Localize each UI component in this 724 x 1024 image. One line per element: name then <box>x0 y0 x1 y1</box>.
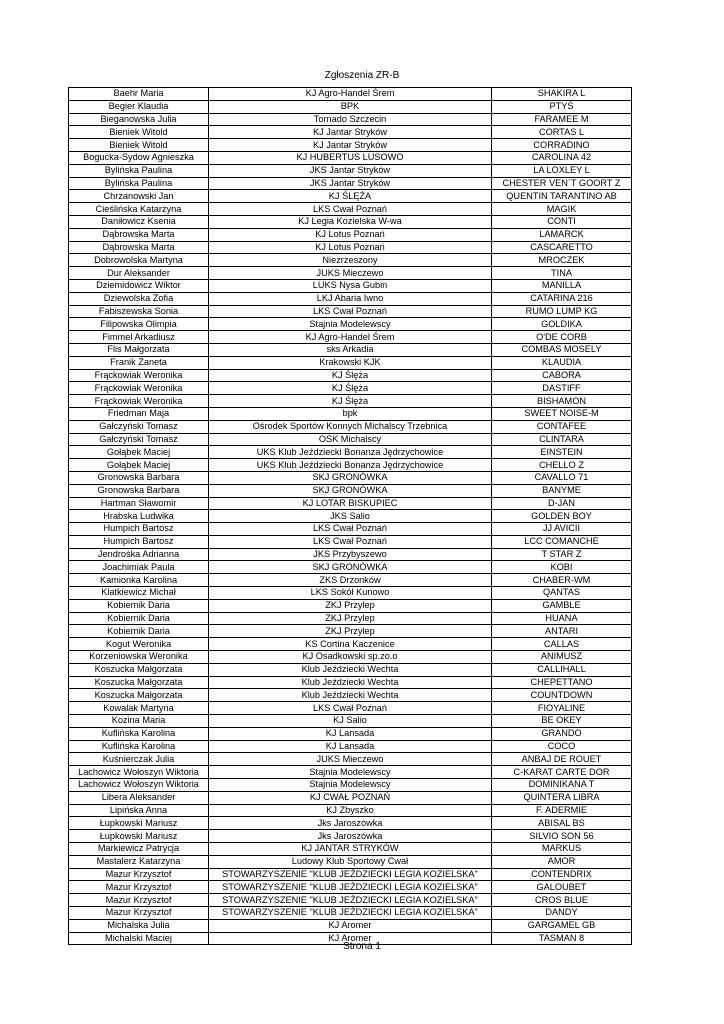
rider-name-cell: Dąbrowska Marta <box>69 228 209 241</box>
club-name-cell: KJ Ślęża <box>209 382 492 395</box>
horse-name-cell: AMOR <box>492 855 632 868</box>
table-row <box>69 868 632 881</box>
club-name-cell: LKS Cwał Poznań <box>209 523 492 536</box>
horse-name-cell: SWEET NOISE-M <box>492 407 632 420</box>
horse-name-cell: O'DE CORB <box>492 331 632 344</box>
table-row <box>69 523 632 536</box>
rider-name-cell: Mazur Krzysztof <box>69 907 209 920</box>
table-row <box>69 126 632 139</box>
horse-name-cell: QUENTIN TARANTINO AB <box>492 190 632 203</box>
table-row <box>69 651 632 664</box>
table-row <box>69 638 632 651</box>
club-name-cell: LKS Cwał Poznań <box>209 305 492 318</box>
horse-name-cell: CHEPETTANO <box>492 676 632 689</box>
club-name-cell: JKS Jantar Stryków <box>209 177 492 190</box>
horse-name-cell: ABISAL BS <box>492 817 632 830</box>
club-name-cell: LUKS Nysa Gubin <box>209 279 492 292</box>
rider-name-cell: Bogucka-Sydow Agnieszka <box>69 151 209 164</box>
horse-name-cell: COMBAS MOSELY <box>492 343 632 356</box>
club-name-cell: LKJ Abaria Iwno <box>209 292 492 305</box>
rider-name-cell: Jendrośka Adrianna <box>69 548 209 561</box>
horse-name-cell: CLINTARA <box>492 433 632 446</box>
club-name-cell: KJ Agro-Handel Śrem <box>209 331 492 344</box>
horse-name-cell: ANTARI <box>492 625 632 638</box>
rider-name-cell: Libera Aleksander <box>69 791 209 804</box>
rider-name-cell: Fimmel Arkadiusz <box>69 331 209 344</box>
club-name-cell: Klub Jeździecki Wechta <box>209 676 492 689</box>
club-name-cell: KJ LOTAR BISKUPIEC <box>209 497 492 510</box>
rider-name-cell: Łupkowski Mariusz <box>69 830 209 843</box>
club-name-cell: KJ HUBERTUS LUSOWO <box>209 151 492 164</box>
horse-name-cell: F. ADERMIE <box>492 804 632 817</box>
club-name-cell: Stajnia Modelewscy <box>209 766 492 779</box>
horse-name-cell: GOLDIKA <box>492 318 632 331</box>
club-name-cell: KJ Aromer <box>209 932 492 945</box>
club-name-cell: KJ Agro-Handel Śrem <box>209 88 492 101</box>
horse-name-cell: CABORA <box>492 369 632 382</box>
table-row <box>69 395 632 408</box>
horse-name-cell: COCO <box>492 740 632 753</box>
horse-name-cell: GAMBLE <box>492 599 632 612</box>
club-name-cell: SKJ GRONÓWKA <box>209 471 492 484</box>
horse-name-cell: JJ AVICII <box>492 523 632 536</box>
horse-name-cell: PTYŚ <box>492 100 632 113</box>
table-row <box>69 561 632 574</box>
horse-name-cell: CONTAFEE <box>492 420 632 433</box>
club-name-cell: sks Arkadia <box>209 343 492 356</box>
club-name-cell: STOWARZYSZENIE "KLUB JEŹDZIECKI LEGIA KOZIELSKA" <box>209 868 492 881</box>
rider-name-cell: Fabiszewska Sonia <box>69 305 209 318</box>
rider-name-cell: Bylińska Paulina <box>69 177 209 190</box>
club-name-cell: ZKJ Przylep <box>209 612 492 625</box>
horse-name-cell: GRANDO <box>492 727 632 740</box>
horse-name-cell: D-JAN <box>492 497 632 510</box>
rider-name-cell: Mastalerz Katarzyna <box>69 855 209 868</box>
table-row <box>69 919 632 932</box>
rider-name-cell: Mazur Krzysztof <box>69 881 209 894</box>
rider-name-cell: Bieganowska Julia <box>69 113 209 126</box>
club-name-cell: UKS Klub Jeździecki Bonanza Jędrzychowice <box>209 446 492 459</box>
rider-name-cell: Daniłowicz Ksenia <box>69 215 209 228</box>
table-row <box>69 535 632 548</box>
table-row <box>69 497 632 510</box>
horse-name-cell: CROS BLUE <box>492 894 632 907</box>
horse-name-cell: COUNTDOWN <box>492 689 632 702</box>
table-row <box>69 907 632 920</box>
table-row <box>69 228 632 241</box>
rider-name-cell: Kuśnierczak Julia <box>69 753 209 766</box>
horse-name-cell: LAMARCK <box>492 228 632 241</box>
rider-name-cell: Dziewolska Zofia <box>69 292 209 305</box>
rider-name-cell: Michalski Maciej <box>69 932 209 945</box>
horse-name-cell: BISHAMON <box>492 395 632 408</box>
table-row <box>69 343 632 356</box>
club-name-cell: KJ Lotus Poznań <box>209 228 492 241</box>
club-name-cell: Tornado Szczecin <box>209 113 492 126</box>
rider-name-cell: Kogut Weronika <box>69 638 209 651</box>
rider-name-cell: Hrabska Ludwika <box>69 510 209 523</box>
table-row <box>69 715 632 728</box>
rider-name-cell: Lachowicz Wołoszyn Wiktoria <box>69 779 209 792</box>
horse-name-cell: CHABER-WM <box>492 574 632 587</box>
rider-name-cell: Hartman Sławomir <box>69 497 209 510</box>
horse-name-cell: RUMO LUMP KG <box>492 305 632 318</box>
club-name-cell: KJ Lotus Poznań <box>209 241 492 254</box>
rider-name-cell: Cieślińska Katarzyna <box>69 203 209 216</box>
rider-name-cell: Lachowicz Wołoszyn Wiktoria <box>69 766 209 779</box>
rider-name-cell: Kuflińska Karolina <box>69 740 209 753</box>
club-name-cell: JKS Salio <box>209 510 492 523</box>
table-row <box>69 446 632 459</box>
horse-name-cell: SHAKIRA L <box>492 88 632 101</box>
club-name-cell: JKS Przybyszewo <box>209 548 492 561</box>
table-row <box>69 791 632 804</box>
rider-name-cell: Kobiernik Daria <box>69 612 209 625</box>
club-name-cell: BPK <box>209 100 492 113</box>
horse-name-cell: GALOUBET <box>492 881 632 894</box>
table-row <box>69 574 632 587</box>
horse-name-cell: ANBAJ DE ROUET <box>492 753 632 766</box>
rider-name-cell: Łupkowski Mariusz <box>69 817 209 830</box>
rider-name-cell: Kuflińska Karolina <box>69 727 209 740</box>
table-row <box>69 100 632 113</box>
rider-name-cell: Mazur Krzysztof <box>69 868 209 881</box>
rider-name-cell: Frąckowiak Weronika <box>69 395 209 408</box>
horse-name-cell: FIOYALINE <box>492 702 632 715</box>
club-name-cell: KJ Salio <box>209 715 492 728</box>
table-row <box>69 676 632 689</box>
horse-name-cell: CATARINA 216 <box>492 292 632 305</box>
horse-name-cell: C-KARAT CARTE DOR <box>492 766 632 779</box>
horse-name-cell: QANTAS <box>492 587 632 600</box>
club-name-cell: Krakowski KJK <box>209 356 492 369</box>
rider-name-cell: Gołąbek Maciej <box>69 446 209 459</box>
rider-name-cell: Dobrowolska Martyna <box>69 254 209 267</box>
table-row <box>69 817 632 830</box>
horse-name-cell: DOMINIKANA T <box>492 779 632 792</box>
table-row <box>69 241 632 254</box>
rider-name-cell: Filipowska Olimpia <box>69 318 209 331</box>
rider-name-cell: Friedman Maja <box>69 407 209 420</box>
rider-name-cell: Dąbrowska Marta <box>69 241 209 254</box>
horse-name-cell: CONTENDRIX <box>492 868 632 881</box>
horse-name-cell: MROCZEK <box>492 254 632 267</box>
table-row <box>69 459 632 472</box>
horse-name-cell: CORTAS L <box>492 126 632 139</box>
club-name-cell: SKJ GRONÓWKA <box>209 561 492 574</box>
table-row <box>69 612 632 625</box>
rider-name-cell: Michalska Julia <box>69 919 209 932</box>
horse-name-cell: CAROLINA 42 <box>492 151 632 164</box>
club-name-cell: KS Cortina Kaczenice <box>209 638 492 651</box>
club-name-cell: KJ Jantar Stryków <box>209 126 492 139</box>
table-row <box>69 548 632 561</box>
table-row <box>69 151 632 164</box>
rider-name-cell: Frąckowiak Weronika <box>69 369 209 382</box>
table-row <box>69 779 632 792</box>
club-name-cell: KJ Lansada <box>209 740 492 753</box>
horse-name-cell: ANIMUSZ <box>492 651 632 664</box>
rider-name-cell: Kozina Maria <box>69 715 209 728</box>
table-row <box>69 587 632 600</box>
club-name-cell: Stajnia Modelewscy <box>209 318 492 331</box>
table-row <box>69 663 632 676</box>
horse-name-cell: CHELLO Z <box>492 459 632 472</box>
table-row <box>69 881 632 894</box>
horse-name-cell: T STAR Z <box>492 548 632 561</box>
horse-name-cell: CAVALLO 71 <box>492 471 632 484</box>
table-row <box>69 369 632 382</box>
club-name-cell: Stajnia Modelewscy <box>209 779 492 792</box>
rider-name-cell: Frąckowiak Weronika <box>69 382 209 395</box>
club-name-cell: JUKS Mieczewo <box>209 753 492 766</box>
club-name-cell: Ludowy Klub Sportowy Cwał <box>209 855 492 868</box>
horse-name-cell: CONTI <box>492 215 632 228</box>
club-name-cell: ZKJ Przylep <box>209 625 492 638</box>
rider-name-cell: Franik Żaneta <box>69 356 209 369</box>
horse-name-cell: TINA <box>492 267 632 280</box>
club-name-cell: KJ Zbyszko <box>209 804 492 817</box>
table-row <box>69 843 632 856</box>
rider-name-cell: Flis Małgorzata <box>69 343 209 356</box>
table-row <box>69 625 632 638</box>
club-name-cell: JKS Jantar Stryków <box>209 164 492 177</box>
horse-name-cell: TASMAN 8 <box>492 932 632 945</box>
table-row <box>69 267 632 280</box>
horse-name-cell: LCC COMANCHE <box>492 535 632 548</box>
table-row <box>69 331 632 344</box>
rider-name-cell: Bieniek Witold <box>69 126 209 139</box>
table-row <box>69 177 632 190</box>
rider-name-cell: Kamionka Karolina <box>69 574 209 587</box>
horse-name-cell: SILVIO SON 56 <box>492 830 632 843</box>
table-row <box>69 292 632 305</box>
horse-name-cell: EINSTEIN <box>492 446 632 459</box>
table-row <box>69 471 632 484</box>
club-name-cell: STOWARZYSZENIE "KLUB JEŹDZIECKI LEGIA KOZIELSKA" <box>209 907 492 920</box>
table-row <box>69 113 632 126</box>
page-number: Strona 1 <box>343 941 381 952</box>
rider-name-cell: Gołąbek Maciej <box>69 459 209 472</box>
club-name-cell: Klub Jeździecki Wechta <box>209 663 492 676</box>
club-name-cell: Klub Jeździecki Wechta <box>209 689 492 702</box>
club-name-cell: LKS Cwał Poznań <box>209 702 492 715</box>
entries-table <box>68 87 632 945</box>
table-row <box>69 407 632 420</box>
horse-name-cell: KOBI <box>492 561 632 574</box>
club-name-cell: OSK Michalscy <box>209 433 492 446</box>
table-row <box>69 190 632 203</box>
rider-name-cell: Humpich Bartosz <box>69 523 209 536</box>
table-row <box>69 356 632 369</box>
horse-name-cell: CHESTER VEN`T GOORT Z <box>492 177 632 190</box>
table-row <box>69 139 632 152</box>
rider-name-cell: Koszucka Małgorzata <box>69 689 209 702</box>
rider-name-cell: Mazur Krzysztof <box>69 894 209 907</box>
rider-name-cell: Joachimiak Paula <box>69 561 209 574</box>
rider-name-cell: Begier Klaudia <box>69 100 209 113</box>
rider-name-cell: Humpich Bartosz <box>69 535 209 548</box>
horse-name-cell: LA LOXLEY L <box>492 164 632 177</box>
table-row <box>69 727 632 740</box>
rider-name-cell: Kowalak Martyna <box>69 702 209 715</box>
rider-name-cell: Korzeniowska Weronika <box>69 651 209 664</box>
club-name-cell: KJ JANTAR STRYKÓW <box>209 843 492 856</box>
horse-name-cell: HUANA <box>492 612 632 625</box>
rider-name-cell: Chrzanowski Jan <box>69 190 209 203</box>
rider-name-cell: Bieniek Witold <box>69 139 209 152</box>
table-row <box>69 830 632 843</box>
table-row <box>69 203 632 216</box>
horse-name-cell: BANYME <box>492 484 632 497</box>
club-name-cell: LKS Cwał Poznań <box>209 203 492 216</box>
club-name-cell: Ośrodek Sportów Konnych Michalscy Trzebnica <box>209 420 492 433</box>
horse-name-cell: MARKUS <box>492 843 632 856</box>
table-row <box>69 510 632 523</box>
club-name-cell: Jks Jaroszówka <box>209 830 492 843</box>
horse-name-cell: MANILLA <box>492 279 632 292</box>
table-row <box>69 855 632 868</box>
table-row <box>69 279 632 292</box>
club-name-cell: KJ Jantar Stryków <box>209 139 492 152</box>
rider-name-cell: Baehr Maria <box>69 88 209 101</box>
document-title: Zgłoszenia ZR-B <box>324 70 400 81</box>
rider-name-cell: Bylińska Paulina <box>69 164 209 177</box>
rider-name-cell: Gałczyński Tomasz <box>69 420 209 433</box>
table-row <box>69 702 632 715</box>
rider-name-cell: Koszucka Małgorzata <box>69 663 209 676</box>
club-name-cell: ZKS Drzonków <box>209 574 492 587</box>
table-row <box>69 164 632 177</box>
table-row <box>69 382 632 395</box>
rider-name-cell: Markiewicz Patrycja <box>69 843 209 856</box>
table-row <box>69 305 632 318</box>
table-row <box>69 599 632 612</box>
horse-name-cell: CASCARETTO <box>492 241 632 254</box>
horse-name-cell: DANDY <box>492 907 632 920</box>
rider-name-cell: Kobiernik Daria <box>69 599 209 612</box>
club-name-cell: KJ CWAŁ POZNAŃ <box>209 791 492 804</box>
club-name-cell: KJ Ślęża <box>209 395 492 408</box>
club-name-cell: KJ Ślęża <box>209 369 492 382</box>
club-name-cell: SKJ GRONÓWKA <box>209 484 492 497</box>
rider-name-cell: Dziemidowicz Wiktor <box>69 279 209 292</box>
table-row <box>69 740 632 753</box>
horse-name-cell: DASTIFF <box>492 382 632 395</box>
table-row <box>69 766 632 779</box>
horse-name-cell: MAGIK <box>492 203 632 216</box>
club-name-cell: Jks Jaroszówka <box>209 817 492 830</box>
rider-name-cell: Gałczyński Tomasz <box>69 433 209 446</box>
rider-name-cell: Gronowska Barbara <box>69 484 209 497</box>
rider-name-cell: Kobiernik Daria <box>69 625 209 638</box>
table-row <box>69 484 632 497</box>
horse-name-cell: FARAMEE M <box>492 113 632 126</box>
table-row <box>69 804 632 817</box>
rider-name-cell: Gronowska Barbara <box>69 471 209 484</box>
club-name-cell: KJ Aromer <box>209 919 492 932</box>
club-name-cell: ZKJ Przylep <box>209 599 492 612</box>
rider-name-cell: Lipińska Anna <box>69 804 209 817</box>
table-row <box>69 88 632 101</box>
table-row <box>69 894 632 907</box>
rider-name-cell: Klatkiewicz Michał <box>69 587 209 600</box>
rider-name-cell: Dur Aleksander <box>69 267 209 280</box>
horse-name-cell: CALLAS <box>492 638 632 651</box>
club-name-cell: bpk <box>209 407 492 420</box>
club-name-cell: UKS Klub Jeździecki Bonanza Jędrzychowice <box>209 459 492 472</box>
club-name-cell: KJ Legia Kozielska W-wa <box>209 215 492 228</box>
rider-name-cell: Koszucka Małgorzata <box>69 676 209 689</box>
table-row <box>69 254 632 267</box>
table-row <box>69 753 632 766</box>
table-row <box>69 318 632 331</box>
table-row <box>69 215 632 228</box>
horse-name-cell: GARGAMEL GB <box>492 919 632 932</box>
club-name-cell: Niezrzeszony <box>209 254 492 267</box>
horse-name-cell: CORRADINO <box>492 139 632 152</box>
club-name-cell: KJ ŚLĘŻA <box>209 190 492 203</box>
club-name-cell: KJ Lansada <box>209 727 492 740</box>
club-name-cell: KJ Osadkowski sp.zo.o <box>209 651 492 664</box>
club-name-cell: JUKS Mieczewo <box>209 267 492 280</box>
horse-name-cell: BE OKEY <box>492 715 632 728</box>
horse-name-cell: GOLDEN BOY <box>492 510 632 523</box>
club-name-cell: LKS Cwał Poznań <box>209 535 492 548</box>
horse-name-cell: CALLIHALL <box>492 663 632 676</box>
table-row <box>69 433 632 446</box>
table-row <box>69 420 632 433</box>
horse-name-cell: KLAUDIA <box>492 356 632 369</box>
entries-table-body <box>69 88 632 945</box>
club-name-cell: STOWARZYSZENIE "KLUB JEŹDZIECKI LEGIA KOZIELSKA" <box>209 881 492 894</box>
horse-name-cell: QUINTERA LIBRA <box>492 791 632 804</box>
club-name-cell: LKS Sokół Kunowo <box>209 587 492 600</box>
club-name-cell: STOWARZYSZENIE "KLUB JEŹDZIECKI LEGIA KOZIELSKA" <box>209 894 492 907</box>
table-row <box>69 689 632 702</box>
